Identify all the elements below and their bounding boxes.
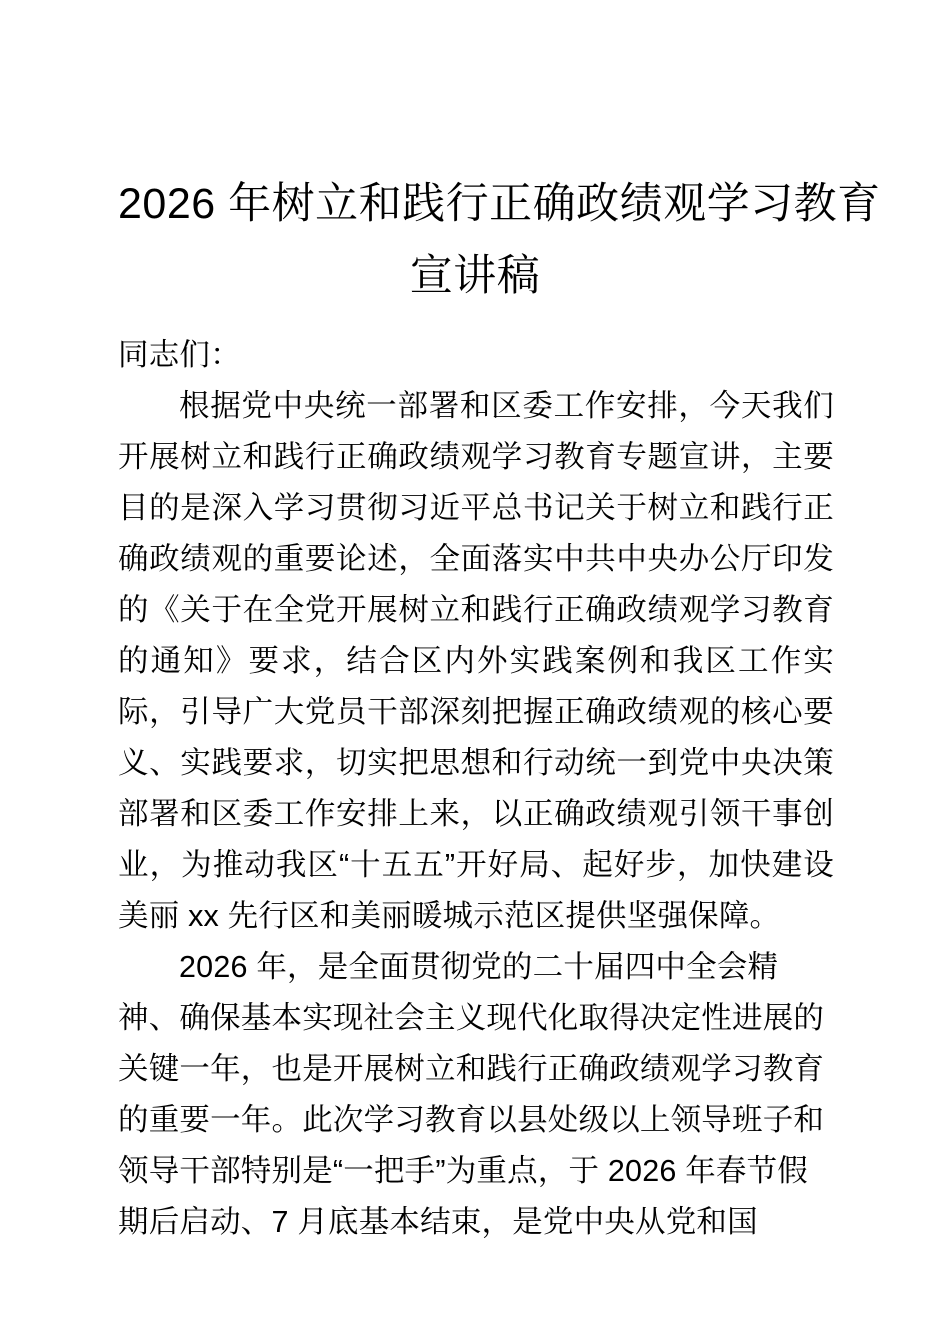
body-paragraph-2: 2026 年，是全面贯彻党的二十届四中全会精神、确保基本实现社会主义现代化取得决定性进展的关键一年，也是开展树立和践行正确政绩观学习教育的重要一年。此次学习教育以县处级以上领导班子和领导干部特别是“一把手”为重点，于 2026 年春节假期后启动、7 月底基本结束，是党中央从党和国 [118,950,825,1239]
salutation-paragraph: 同志们： [118,338,241,372]
document-title-line-2: 宣讲稿 [409,252,541,300]
body-paragraph-1: 根据党中央统一部署和区委工作安排，今天我们开展树立和践行正确政绩观学习教育专题宣讲，主要目的是深入学习贯彻习近平总书记关于树立和践行正确政绩观的重要论述，全面落实中共中央办公厅印发的《关于在全党开展树立和践行正确政绩观学习教育的通知》要求，结合区内外实践案例和我区工作实际，引导广大党员干部深刻把握正确政绩观的核心要义、实践要求，切实把思想和行动统一到党中央决策部署和区委工作安排上来，以正确政绩观引领干事创业，为推动我区“十五五”开好局、起好步，加快建设美丽 xx 先行区和美丽暖城示范区提供坚强保障。 [118,389,834,933]
document-body [118,330,834,1248]
document-title [118,168,881,312]
document-title-line-1: 2026 年树立和践行正确政绩观学习教育 [118,180,881,228]
